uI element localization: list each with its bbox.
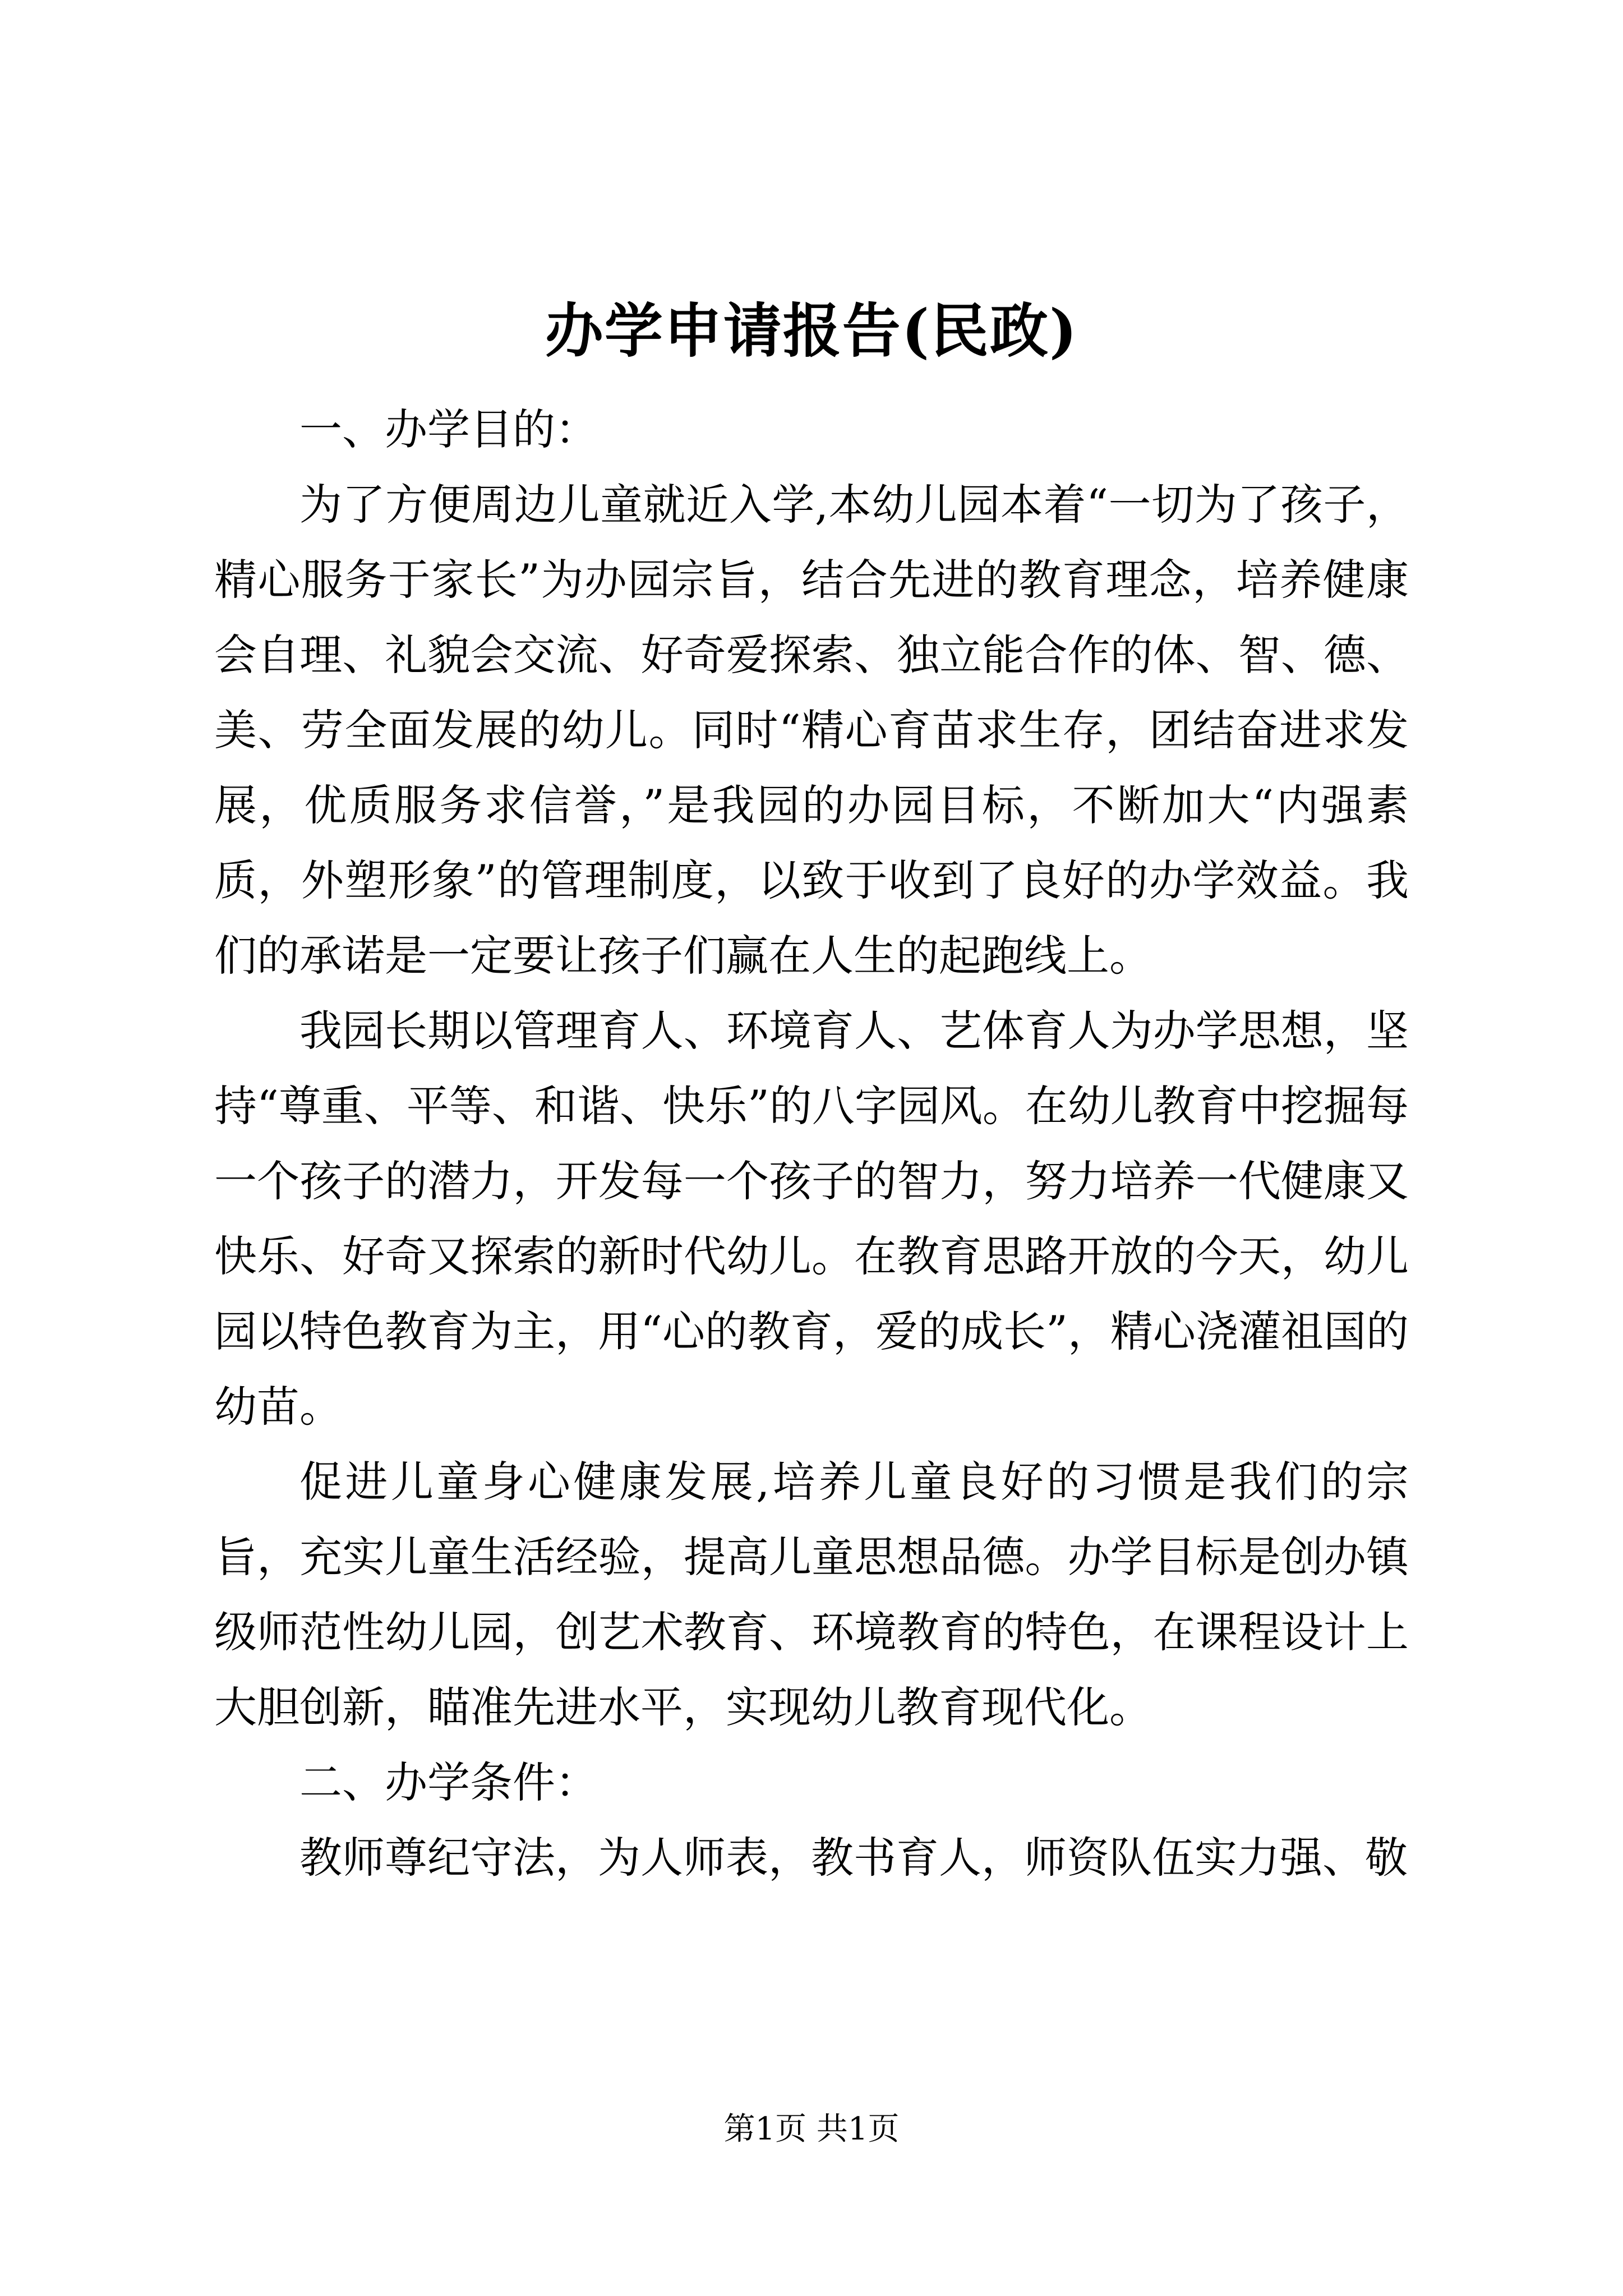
heading-conditions: 二、办学条件： — [299, 1757, 598, 1807]
paragraph-philosophy: 我园长期以管理育人、环境育人、艺体育人为办学思想，坚持“尊重、平等、和谐、快乐”的八字园风。在幼儿教育中挖掘每一个孩子的潜力，开发每一个孩子的智力，努力培养一代健康又快乐、好奇又探索的新时代幼儿。在教育思路开放的今天，幼儿园以特色教育为主，用“心的教育，爱的成长”，精心浇灌祖国的幼苗。 — [214, 1006, 1409, 1432]
paragraph-purpose-intro: 为了方便周边儿童就近入学,本幼儿园本着“一切为了孩子，精心服务于家长”为办园宗旨，结合先进的教育理念，培养健康会自理、礼貌会交流、好奇爱探索、独立能合作的体、智、德、美、劳全面发展的幼儿。同时“精心育苗求生存，团结奋进求发展，优质服务求信誉，”是我园的办园目标，不断加大“内强素质，外塑形象”的管理制度，以致于收到了良好的办学效益。我们的承诺是一定要让孩子们赢在人生的起跑线上。 — [214, 480, 1409, 981]
document-body — [214, 392, 1409, 1895]
paragraph-conditions: 教师尊纪守法，为人师表，教书育人，师资队伍实力强、敬 — [299, 1833, 1408, 1883]
page-number: 第1页 共1页 — [723, 2111, 900, 2147]
page-title: 办学申请报告(民政) — [545, 296, 1078, 365]
paragraph-goals: 促进儿童身心健康发展,培养儿童良好的习惯是我们的宗旨，充实儿童生活经验，提高儿童思想品德。办学目标是创办镇级师范性幼儿园，创艺术教育、环境教育的特色，在课程设计上大胆创新，瞄准先进水平，实现幼儿教育现代化。 — [214, 1457, 1409, 1732]
heading-purpose: 一、办学目的： — [299, 404, 598, 454]
